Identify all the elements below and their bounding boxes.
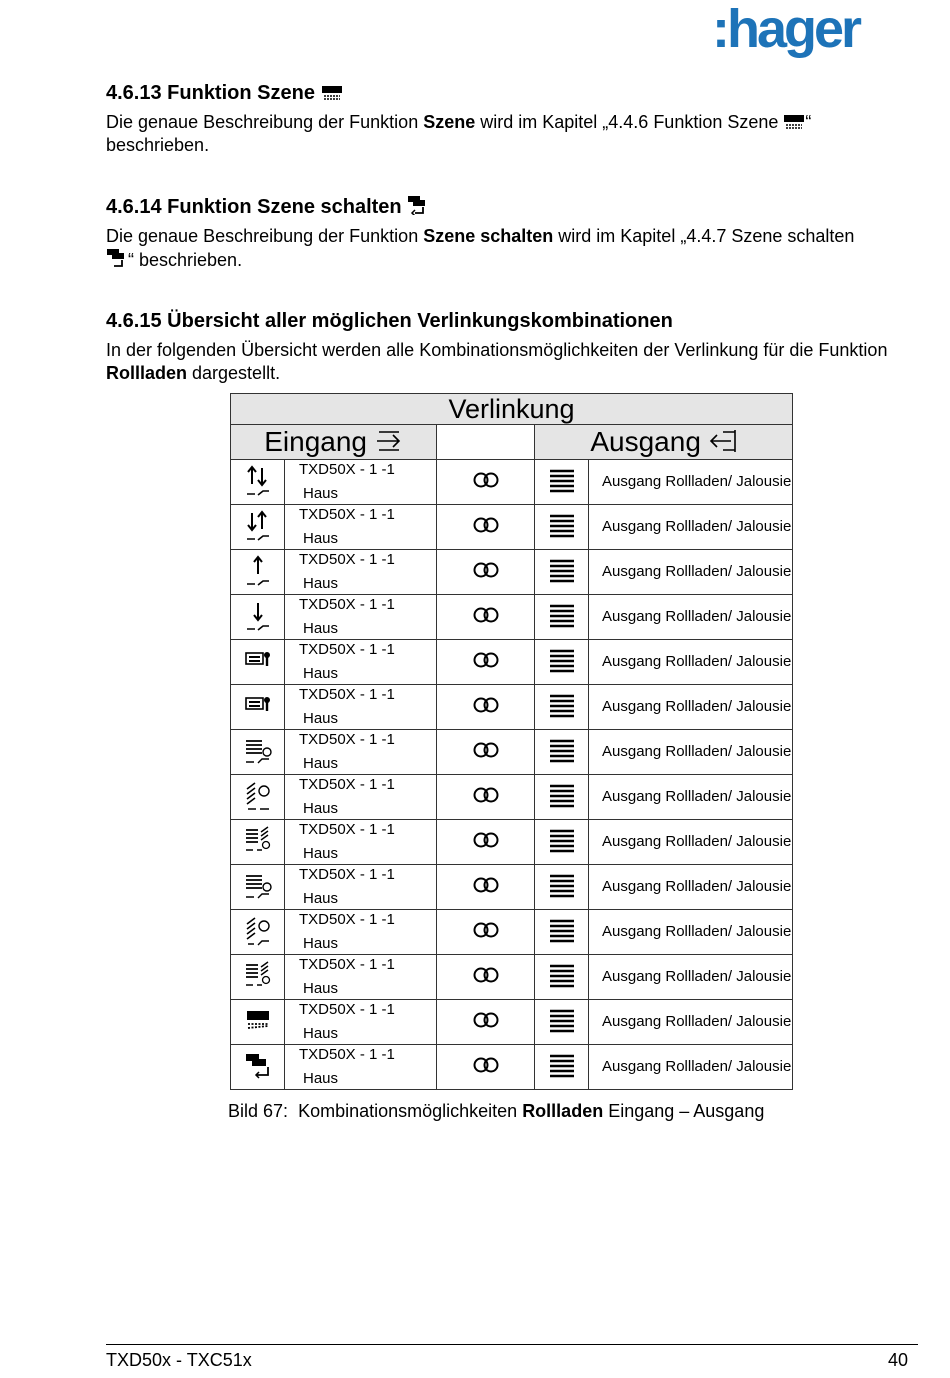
input-icon-cell	[231, 955, 285, 1000]
input-icon-cell	[231, 460, 285, 505]
blind-auto-icon	[244, 777, 272, 813]
section-heading: 4.6.15 Übersicht aller möglichen Verlinkungskombinationen	[106, 310, 673, 332]
input-icon-cell	[231, 640, 285, 685]
link-cell	[437, 1000, 535, 1045]
output-icon-cell	[535, 775, 589, 820]
device-name: TXD50X - 1 -1	[299, 956, 395, 973]
output-name: Ausgang Rollladen/ Jalousie	[589, 775, 793, 820]
link-cell	[437, 460, 535, 505]
figure-caption: Bild 67: Kombinationsmöglichkeiten Rollladen Eingang – Ausgang	[228, 1101, 765, 1121]
output-name: Ausgang Rollladen/ Jalousie	[589, 730, 793, 775]
output-icon-cell	[535, 505, 589, 550]
page-number: 40	[887, 1350, 908, 1370]
input-device-cell	[285, 1045, 437, 1090]
input-header: Eingang	[231, 425, 437, 460]
output-header: Ausgang	[535, 425, 793, 460]
link-icon	[471, 876, 501, 894]
link-icon	[471, 696, 501, 714]
shutter-output-icon	[548, 692, 576, 718]
device-name: TXD50X - 1 -1	[299, 866, 395, 883]
shutter-output-icon	[548, 782, 576, 808]
output-icon-cell	[535, 460, 589, 505]
hager-logo: :hager	[712, 0, 860, 59]
link-icon	[471, 606, 501, 624]
output-name: Ausgang Rollladen/ Jalousie	[589, 595, 793, 640]
shutter-output-icon	[548, 1007, 576, 1033]
down-push-icon	[244, 597, 272, 633]
output-name: Ausgang Rollladen/ Jalousie	[589, 820, 793, 865]
room-name: Haus	[303, 665, 339, 682]
input-device-cell	[285, 550, 437, 595]
input-device-cell	[285, 640, 437, 685]
output-name: Ausgang Rollladen/ Jalousie	[589, 550, 793, 595]
room-name: Haus	[303, 1070, 339, 1087]
room-name: Haus	[303, 980, 339, 997]
device-name: TXD50X - 1 -1	[299, 596, 395, 613]
link-cell	[437, 820, 535, 865]
section-overview	[106, 309, 906, 385]
output-name: Ausgang Rollladen/ Jalousie	[589, 1000, 793, 1045]
room-name: Haus	[303, 800, 339, 817]
shutter-auto-icon	[244, 732, 272, 768]
link-cell	[437, 955, 535, 1000]
link-icon	[471, 741, 501, 759]
down-up-push-icon	[244, 507, 272, 543]
link-cell	[437, 1045, 535, 1090]
section-scene	[106, 81, 906, 157]
room-name: Haus	[303, 755, 339, 772]
output-name: Ausgang Rollladen/ Jalousie	[589, 685, 793, 730]
shutter-output-icon	[548, 1052, 576, 1078]
table-title: Verlinkung	[231, 394, 793, 425]
input-device-cell	[285, 820, 437, 865]
input-device-cell	[285, 1000, 437, 1045]
scene-icon	[783, 114, 805, 130]
table-row	[231, 865, 793, 910]
output-icon-cell	[535, 640, 589, 685]
input-device-cell	[285, 595, 437, 640]
link-icon	[471, 966, 501, 984]
link-icon	[471, 561, 501, 579]
output-name: Ausgang Rollladen/ Jalousie	[589, 460, 793, 505]
table-row	[231, 955, 793, 1000]
input-icon-cell	[231, 505, 285, 550]
input-icon-cell	[231, 820, 285, 865]
output-arrow-icon	[709, 427, 737, 455]
output-icon-cell	[535, 820, 589, 865]
section-scene-switch	[106, 195, 906, 272]
table-row	[231, 595, 793, 640]
shutter-output-icon	[548, 512, 576, 538]
device-name: TXD50X - 1 -1	[299, 551, 395, 568]
input-device-cell	[285, 460, 437, 505]
footer-product: TXD50x - TXC51x	[106, 1350, 252, 1370]
section-heading: 4.6.13 Funktion Szene	[106, 81, 906, 105]
input-icon-cell	[231, 865, 285, 910]
input-device-cell	[285, 865, 437, 910]
input-arrow-icon	[375, 427, 403, 455]
device-name: TXD50X - 1 -1	[299, 911, 395, 928]
room-name: Haus	[303, 620, 339, 637]
shutter-output-icon	[548, 962, 576, 988]
link-combination-table	[230, 393, 793, 1090]
blind-auto-push-icon	[244, 912, 272, 948]
input-icon-cell	[231, 595, 285, 640]
link-cell	[437, 775, 535, 820]
link-cell	[437, 550, 535, 595]
output-name: Ausgang Rollladen/ Jalousie	[589, 955, 793, 1000]
output-icon-cell	[535, 685, 589, 730]
table-row	[231, 1045, 793, 1090]
table-row	[231, 460, 793, 505]
output-icon-cell	[535, 910, 589, 955]
link-icon	[471, 831, 501, 849]
shutter-output-icon	[548, 872, 576, 898]
input-icon-cell	[231, 775, 285, 820]
footer-divider	[106, 1344, 918, 1345]
up-down-push-icon	[244, 462, 272, 498]
shutter-output-icon	[548, 647, 576, 673]
input-device-cell	[285, 730, 437, 775]
scene-memo-icon	[244, 642, 272, 678]
room-name: Haus	[303, 530, 339, 547]
link-icon	[471, 786, 501, 804]
shutter-output-icon	[548, 737, 576, 763]
output-name: Ausgang Rollladen/ Jalousie	[589, 1045, 793, 1090]
output-icon-cell	[535, 595, 589, 640]
scene-memo-icon	[244, 687, 272, 723]
shutter-output-icon	[548, 557, 576, 583]
room-name: Haus	[303, 935, 339, 952]
link-icon	[471, 516, 501, 534]
section-text: In der folgenden Übersicht werden alle Kombinationsmöglichkeiten der Verlinkung für die Funktion Rollladen dargestellt.	[106, 340, 888, 383]
room-name: Haus	[303, 1025, 339, 1042]
shutter-blind-auto-icon	[244, 822, 272, 858]
device-name: TXD50X - 1 -1	[299, 1046, 395, 1063]
link-icon	[471, 651, 501, 669]
output-icon-cell	[535, 550, 589, 595]
input-device-cell	[285, 910, 437, 955]
link-cell	[437, 505, 535, 550]
output-icon-cell	[535, 865, 589, 910]
scene-switch-icon	[244, 1047, 272, 1083]
section-text: Die genaue Beschreibung der Funktion Szene wird im Kapitel „4.4.6 Funktion Szene “ beschrieben.	[106, 112, 812, 155]
shutter-output-icon	[548, 467, 576, 493]
shutter-blind-auto-icon	[244, 957, 272, 993]
input-icon-cell	[231, 550, 285, 595]
section-heading: 4.6.14 Funktion Szene schalten	[106, 195, 906, 219]
output-icon-cell	[535, 1000, 589, 1045]
input-device-cell	[285, 505, 437, 550]
output-name: Ausgang Rollladen/ Jalousie	[589, 910, 793, 955]
table-row	[231, 505, 793, 550]
scene-icon	[244, 1002, 272, 1038]
output-icon-cell	[535, 1045, 589, 1090]
device-name: TXD50X - 1 -1	[299, 821, 395, 838]
device-name: TXD50X - 1 -1	[299, 641, 395, 658]
link-cell	[437, 640, 535, 685]
link-cell	[437, 685, 535, 730]
table-row	[231, 685, 793, 730]
link-icon	[471, 1011, 501, 1029]
device-name: TXD50X - 1 -1	[299, 506, 395, 523]
link-icon	[471, 921, 501, 939]
output-icon-cell	[535, 955, 589, 1000]
table-row	[231, 775, 793, 820]
shutter-auto-push-icon	[244, 867, 272, 903]
room-name: Haus	[303, 710, 339, 727]
input-icon-cell	[231, 1045, 285, 1090]
shutter-output-icon	[548, 602, 576, 628]
input-icon-cell	[231, 685, 285, 730]
device-name: TXD50X - 1 -1	[299, 461, 395, 478]
output-name: Ausgang Rollladen/ Jalousie	[589, 505, 793, 550]
input-icon-cell	[231, 1000, 285, 1045]
table-row	[231, 730, 793, 775]
device-name: TXD50X - 1 -1	[299, 1001, 395, 1018]
room-name: Haus	[303, 845, 339, 862]
input-icon-cell	[231, 910, 285, 955]
shutter-output-icon	[548, 827, 576, 853]
shutter-output-icon	[548, 917, 576, 943]
device-name: TXD50X - 1 -1	[299, 686, 395, 703]
input-icon-cell	[231, 730, 285, 775]
device-name: TXD50X - 1 -1	[299, 776, 395, 793]
link-cell	[437, 595, 535, 640]
scene-icon	[321, 85, 343, 101]
link-cell	[437, 910, 535, 955]
link-cell	[437, 865, 535, 910]
table-row	[231, 820, 793, 865]
table-row	[231, 1000, 793, 1045]
link-header-blank	[437, 425, 535, 460]
table-row	[231, 640, 793, 685]
link-cell	[437, 730, 535, 775]
input-device-cell	[285, 955, 437, 1000]
scene-switch-icon	[106, 248, 128, 268]
table-row	[231, 550, 793, 595]
section-text: Die genaue Beschreibung der Funktion Szene schalten wird im Kapitel „4.4.7 Szene schalten “ beschrieben.	[106, 226, 855, 270]
input-device-cell	[285, 685, 437, 730]
room-name: Haus	[303, 575, 339, 592]
output-name: Ausgang Rollladen/ Jalousie	[589, 865, 793, 910]
scene-switch-icon	[407, 195, 429, 215]
room-name: Haus	[303, 485, 339, 502]
link-icon	[471, 471, 501, 489]
output-name: Ausgang Rollladen/ Jalousie	[589, 640, 793, 685]
up-push-icon	[244, 552, 272, 588]
output-icon-cell	[535, 730, 589, 775]
room-name: Haus	[303, 890, 339, 907]
input-device-cell	[285, 775, 437, 820]
table-row	[231, 910, 793, 955]
link-icon	[471, 1056, 501, 1074]
device-name: TXD50X - 1 -1	[299, 731, 395, 748]
